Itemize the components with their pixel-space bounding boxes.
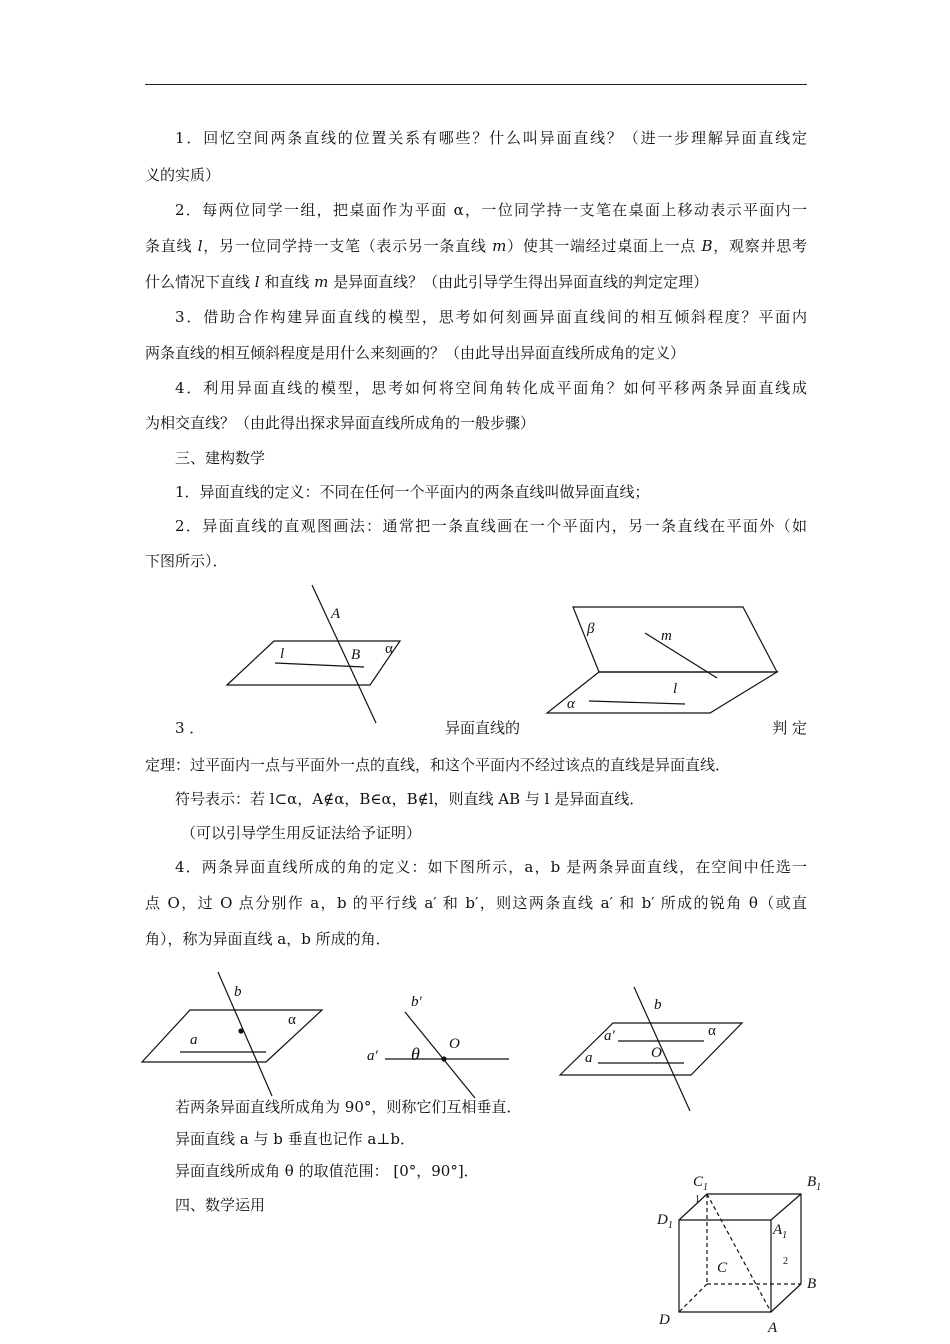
perpendicular-definition: 若两条异面直线所成角为 90°，则称它们互相垂直．: [175, 1098, 522, 1116]
label-1: 1: [695, 1194, 700, 1205]
figure-skew-lines-2: [545, 605, 755, 720]
paragraph-2-line-3: [145, 272, 807, 292]
line-AB: [312, 585, 376, 723]
label-a: a: [585, 1050, 593, 1066]
theorem-title-end: 判 定: [772, 719, 807, 737]
line-b: [218, 972, 272, 1096]
definition-1: 1．异面直线的定义：不同在任何一个平面内的两条直线叫做异面直线；: [175, 483, 650, 501]
figure-skew-lines-1: [220, 585, 410, 730]
text-run: ，观察并思考: [712, 237, 807, 255]
paragraph-3-line-1: 3．借助合作构建异面直线的模型，思考如何刻画异面直线间的相互倾斜程度？平面内: [175, 308, 807, 326]
italic-m: m: [314, 273, 329, 291]
section-heading-4: 四、数学运用: [175, 1196, 266, 1214]
italic-l: l: [197, 237, 203, 255]
definition-4-line-3: 角），称为异面直线 a，b 所成的角．: [145, 930, 391, 948]
cube-edge: [771, 1194, 801, 1220]
label-a: a: [190, 1032, 198, 1048]
cube-diagonal: [707, 1194, 771, 1312]
label-alpha: α: [288, 1012, 296, 1028]
label-m: m: [661, 628, 672, 644]
point: [238, 1028, 243, 1033]
paragraph-1-line-2: 义的实质）: [145, 166, 221, 184]
paragraph-2-line-1: 2．每两位同学一组，把桌面作为平面 α，一位同学持一支笔在桌面上移动表示平面内一: [175, 201, 807, 219]
definition-2-line-1: 2．异面直线的直观图画法：通常把一条直线画在一个平面内，另一条直线在平面外（如: [175, 517, 807, 535]
label-l: l: [280, 646, 285, 662]
label-B: B: [351, 647, 361, 663]
label-b: b: [234, 984, 242, 1000]
definition-4-line-1: 4．两条异面直线所成的角的定义：如下图所示，a，b 是两条异面直线，在空间中任选一: [175, 858, 807, 876]
label-a-prime: a′: [604, 1028, 615, 1044]
text-run: ）使其一端经过桌面上一点: [506, 237, 702, 255]
label-2: 2: [783, 1256, 788, 1267]
text-run: 和直线: [259, 273, 315, 291]
label-A: A: [331, 606, 341, 622]
italic-B: B: [701, 237, 713, 255]
theorem-title: 异面直线的: [445, 719, 521, 737]
label-C: C: [717, 1260, 728, 1276]
perpendicular-notation: 异面直线 a 与 b 垂直也记作 a⊥b．: [175, 1130, 416, 1148]
line-l: [275, 663, 364, 667]
paragraph-1-line-1: 1．回忆空间两条直线的位置关系有哪些？什么叫异面直线？（进一步理解异面直线定: [175, 129, 807, 147]
line-l: [589, 701, 685, 704]
label-O: O: [449, 1036, 460, 1052]
figure-cube: [655, 1172, 825, 1340]
paragraph-4-line-2: 为相交直线？（由此得出探求异面直线所成角的一般步骤）: [145, 414, 536, 432]
label-B1: $B_1$: [807, 1174, 822, 1193]
label-C1: $C_1$: [693, 1174, 709, 1193]
header-rule: [145, 84, 807, 85]
label-l: l: [673, 681, 678, 697]
paragraph-3-line-2: 两条直线的相互倾斜程度是用什么来刻画的？（由此导出异面直线所成角的定义）: [145, 344, 686, 362]
italic-l: l: [254, 273, 260, 291]
label-A: A: [768, 1320, 778, 1336]
plane-alpha: [547, 672, 777, 713]
label-B: B: [807, 1276, 817, 1292]
line-b: [634, 987, 690, 1111]
figure-angle-3: [558, 985, 748, 1115]
label-alpha: α: [385, 641, 393, 657]
label-b-prime: b′: [411, 994, 422, 1010]
label-theta: θ: [411, 1044, 420, 1064]
definition-4-line-2: 点 O，过 O 点分别作 a，b 的平行线 a′ 和 b′，则这两条直线 a′ 和 b′ 所成的锐角 θ（或直: [145, 894, 807, 912]
label-D1: $D_1$: [657, 1212, 673, 1231]
paragraph-2-line-2: [145, 236, 807, 256]
line-m: [645, 633, 717, 678]
text-run: ，另一位同学持一支笔（表示另一条直线: [202, 237, 493, 255]
label-b: b: [654, 997, 662, 1013]
cube-hidden-edge: [679, 1284, 707, 1312]
theorem-line-2: 定理：过平面内一点与平面外一点的直线，和这个平面内不经过该点的直线是异面直线．: [145, 756, 731, 774]
theorem-number: 3 ．: [175, 719, 205, 737]
proof-hint: （可以引导学生用反证法给予证明）: [181, 824, 422, 842]
point-O: [441, 1056, 446, 1061]
label-alpha: α: [708, 1023, 716, 1039]
label-a-prime: a′: [367, 1048, 378, 1064]
italic-m: m: [492, 237, 507, 255]
label-beta: β: [587, 621, 595, 637]
text-run: 什么情况下直线: [145, 273, 255, 291]
text-run: 是异面直线？（由此引导学生得出异面直线的判定定理）: [328, 273, 709, 291]
plane-alpha: [227, 641, 400, 685]
angle-range: 异面直线所成角 θ 的取值范围： [0°，90°]．: [175, 1162, 479, 1180]
definition-2-line-2: 下图所示）．: [145, 552, 228, 570]
symbol-statement: 符号表示：若 l⊂α，A∉α，B∈α，B∉l，则直线 AB 与 l 是异面直线．: [175, 790, 645, 808]
label-A1: $A_1$: [773, 1222, 788, 1241]
label-O: O: [651, 1045, 662, 1061]
plane-beta: [573, 607, 777, 672]
paragraph-4-line-1: 4．利用异面直线的模型，思考如何将空间角转化成平面角？如何平移两条异面直线成: [175, 379, 807, 397]
figure-angle-1: [140, 972, 325, 1097]
label-D: D: [659, 1312, 670, 1328]
section-heading-3: 三、建构数学: [175, 449, 266, 467]
text-run: 条直线: [145, 237, 198, 255]
label-alpha: α: [567, 696, 575, 712]
figure-angle-2: [365, 990, 515, 1100]
